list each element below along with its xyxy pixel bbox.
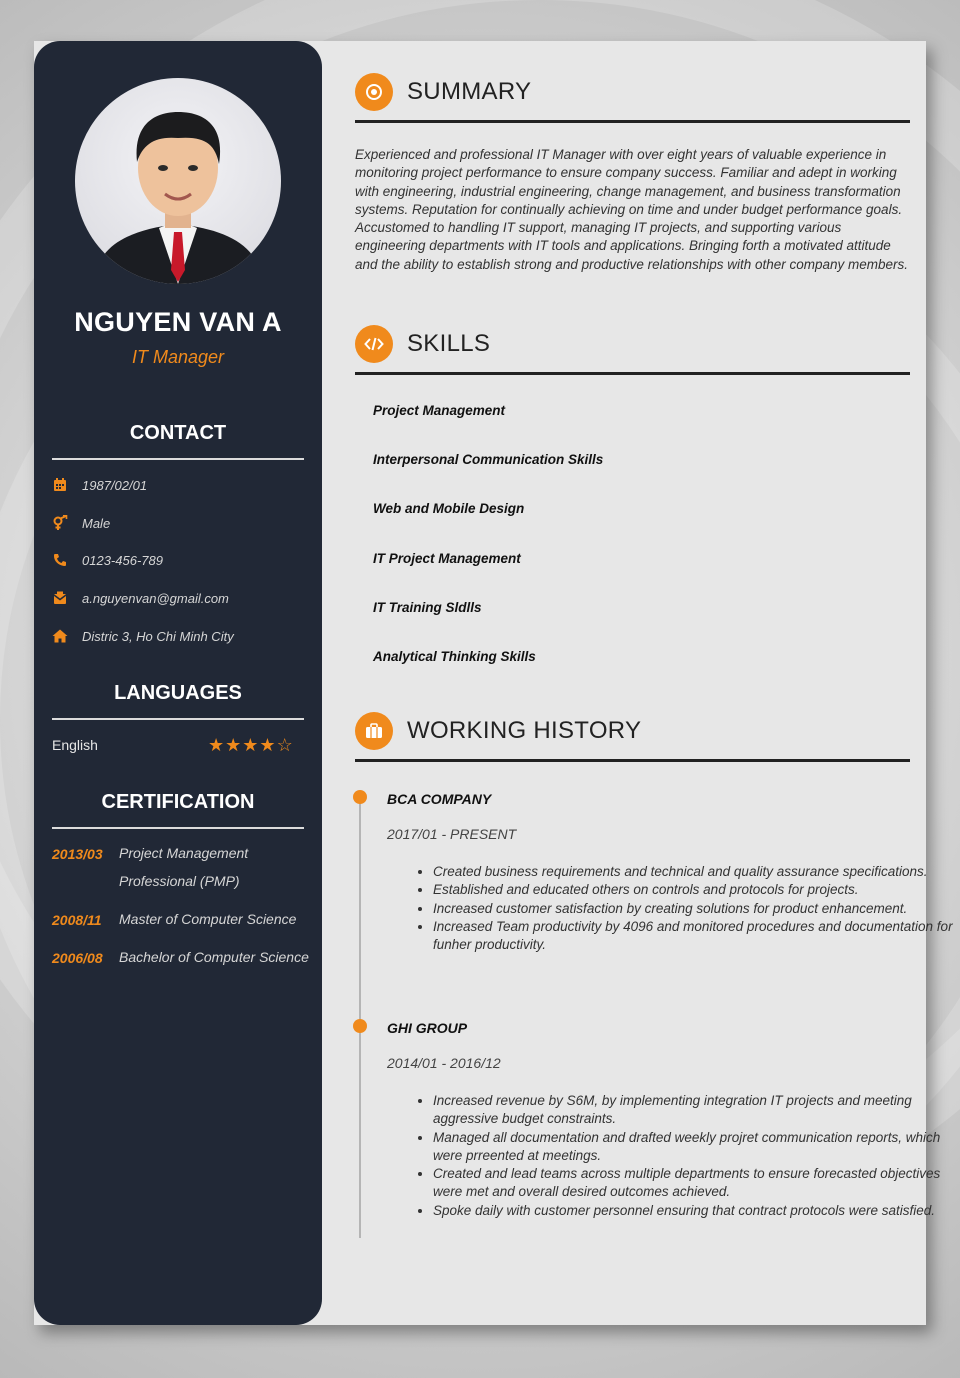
contact-email: [52, 588, 229, 608]
star-filled-icon: ★: [208, 735, 225, 755]
code-icon: [355, 325, 393, 363]
timeline-line: [359, 793, 361, 1238]
star-filled-icon: ★: [242, 735, 259, 755]
star-filled-icon: ★: [259, 735, 276, 755]
skills-heading: SKILLS: [407, 330, 491, 357]
summary-heading: SUMMARY: [407, 78, 532, 105]
contact-text: a.nguyenvan@gmail.com: [82, 590, 229, 606]
star-filled-icon: ★: [225, 735, 242, 755]
cert-date: 2006/08: [52, 950, 103, 966]
divider: [52, 718, 304, 720]
job-bullet: • Spoke daily with customer personnel ensuring that contract protocols were satisfied.: [433, 1202, 953, 1220]
person-name: NGUYEN VAN A: [74, 307, 282, 337]
job-bullet: • Created business requirements and technical and quality assurance specifications.: [433, 863, 953, 881]
contact-text: 1987/02/01: [82, 477, 148, 493]
certification-heading: CERTIFICATION: [101, 791, 255, 813]
job-bullet: • Increased customer satisfaction by creating solutions for product enhancement.: [433, 900, 953, 918]
divider: [52, 827, 304, 829]
contact-text: Distric 3, Ho Chi Minh City: [82, 628, 234, 644]
job-company: GHI GROUP: [387, 1020, 468, 1036]
timeline-dot: [353, 1019, 367, 1033]
email-icon: [52, 590, 68, 606]
contact-text: Male: [82, 515, 111, 531]
job-bullet: • Created and lead teams across multiple departments to ensure forecasted objectives were met and overall desired outcomes achieved.: [433, 1165, 953, 1202]
history-heading: WORKING HISTORY: [407, 717, 642, 744]
language-name: English: [52, 737, 98, 753]
target-icon: [355, 73, 393, 111]
job-bullets: [387, 863, 953, 954]
divider: [52, 458, 304, 460]
summary-text: Experienced and professional IT Manager with over eight years of valuable experience in monitoring project performance to ensure company success. Familiar and adept in working with engineering, industrial engineering, change management, and business transformation systems. Reputation for continually achieving on time and under budget performance goals. Accustomed to handling IT support, managing IT projects, and supporting various engineering departments with IT tools and applications. Bringing forth a motivated attitude and the ability to establish strong and productive relationships with other company members.: [355, 147, 909, 272]
skill-item: Analytical Thinking Skills: [373, 649, 536, 664]
phone-icon: [52, 552, 68, 568]
language-rating: [208, 735, 294, 755]
contact-text: 0123-456-789: [82, 552, 163, 568]
skill-item: Project Management: [373, 403, 506, 418]
divider: [355, 120, 910, 123]
job-bullet: • Increased Team productivity by 4096 and monitored procedures and documentation for funher productivity.: [433, 918, 953, 955]
home-icon: [52, 628, 68, 644]
profile-photo: [75, 78, 281, 284]
contact-gender: [52, 513, 110, 533]
divider: [355, 759, 910, 762]
skill-item: Web and Mobile Design: [373, 501, 525, 516]
cert-date: 2008/11: [52, 912, 102, 928]
resume-page: [34, 41, 953, 1325]
contact-phone: [52, 550, 163, 570]
job-bullet: • Established and educated others on controls and protocols for projects.: [433, 881, 953, 899]
job-bullets: [387, 1092, 953, 1220]
skill-item: IT Project Management: [373, 551, 521, 566]
briefcase-icon: [355, 712, 393, 750]
person-portrait-image: [75, 78, 281, 284]
cert-name: Project Management Professional (PMP): [119, 845, 249, 889]
cert-date: 2013/03: [52, 846, 103, 862]
job-title: IT Manager: [131, 347, 225, 367]
job-dates: 2017/01 - PRESENT: [387, 826, 517, 842]
contact-birthday: [52, 475, 147, 495]
contact-address: [52, 626, 234, 646]
job-dates: 2014/01 - 2016/12: [387, 1055, 501, 1071]
cert-name: Master of Computer Science: [119, 911, 297, 927]
divider: [355, 372, 910, 375]
cert-name: Bachelor of Computer Science: [119, 949, 309, 965]
timeline-dot: [353, 790, 367, 804]
contact-heading: CONTACT: [129, 422, 227, 444]
skill-item: IT Training Sldlls: [373, 600, 482, 615]
job-bullet: • Managed all documentation and drafted weekly projret communication reports, which were prreented at meetings.: [433, 1129, 953, 1166]
star-empty-icon: ☆: [276, 735, 293, 755]
languages-heading: LANGUAGES: [114, 682, 242, 704]
job-bullet: • Increased revenue by S6M, by implementing integration IT projects and meeting aggressive budget constraints.: [433, 1092, 953, 1129]
job-company: BCA COMPANY: [387, 791, 492, 807]
calendar-icon: [52, 477, 68, 493]
skill-item: Interpersonal Communication Skills: [373, 452, 604, 467]
gender-icon: [52, 515, 68, 531]
sidebar: [34, 41, 322, 1325]
